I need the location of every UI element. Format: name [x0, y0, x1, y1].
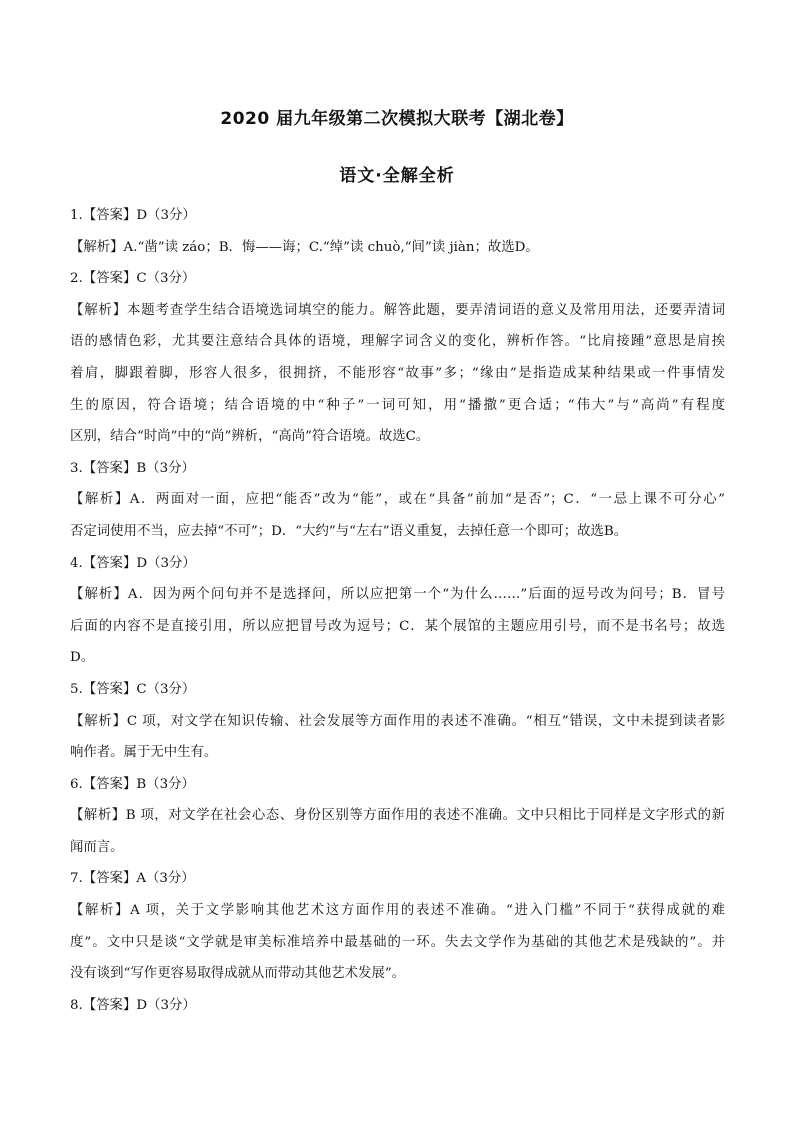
analysis-line: 【解析】B 项，对文学在社会心态、身份区别等方面作用的表述不准确。文中只相比于同样是文字形式的新: [70, 808, 725, 824]
analysis-line: 闻而言。: [70, 839, 124, 855]
answer-heading-8: 8.【答案】D（3分）: [70, 997, 196, 1013]
analysis-line: 否定词使用不当，应去掉“不可”；D．“大约”与“左右”语义重复，去掉任意一个即可；故选B。: [70, 523, 628, 539]
answer-heading-6: 6.【答案】B（3分）: [70, 776, 195, 792]
answer-heading-3: 3.【答案】B（3分）: [70, 460, 195, 476]
page-title: 2020 届九年级第二次模拟大联考【湖北卷】: [220, 109, 574, 129]
page-subtitle: 语文·全解全析: [339, 166, 455, 186]
answer-heading-7: 7.【答案】A（3分）: [70, 871, 195, 887]
analysis-line: 着肩，脚跟着脚，形容人很多，很拥挤，不能形容“故事”多；“缘由”是指造成某种结果或一件事情发: [70, 365, 725, 381]
answer-heading-5: 5.【答案】C（3分）: [70, 681, 196, 697]
analysis-line: 响作者。属于无中生有。: [70, 745, 218, 761]
analysis-line: 语的感情色彩，尤其要注意结合具体的语境，理解字词含义的变化，辨析作答。“比肩接踵”意思是肩挨: [70, 334, 725, 350]
analysis-line: 【解析】A．两面对一面，应把“能否”改为“能”，或在“具备”前加“是否”；C．“一忌上课不可分心”: [70, 492, 725, 508]
analysis-line: 【解析】A．因为两个问句并不是选择问，所以应把第一个“为什么……”后面的逗号改为问号；B．冒号: [70, 587, 725, 603]
analysis-line: 后面的内容不是直接引用，所以应把冒号改为逗号；C．某个展馆的主题应用引号，而不是书名号；故选: [70, 618, 725, 634]
answer-heading-4: 4.【答案】D（3分）: [70, 555, 196, 571]
analysis-line: 【解析】本题考查学生结合语境选词填空的能力。解答此题，要弄清词语的意义及常用用法，还要弄清词: [70, 302, 725, 318]
analysis-line: 【解析】C 项，对文学在知识传输、社会发展等方面作用的表述不准确。“相互”错误，文中未提到读者影: [70, 713, 725, 729]
analysis-line: 生的原因，符合语境；结合语境的中“种子”一词可知，用“播撒”更合适；“伟大”与“高尚”有程度: [70, 397, 725, 413]
analysis-line: 【解析】A 项，关于文学影响其他艺术这方面作用的表述不准确。“进入门槛”不同于“获得成就的难: [70, 903, 725, 919]
analysis-line: 没有谈到“写作更容易取得成就从而带动其他艺术发展”。: [70, 966, 406, 982]
analysis-line: 【解析】A.“凿”读 záo；B．悔——诲；C.“绰”读 chuò,“间”读 jiàn；故选D。: [70, 239, 539, 255]
answer-body: [70, 200, 725, 1021]
analysis-line: 区别，结合“时尚”中的“尚”辨析，“高尚”符合语境。故选C。: [70, 429, 430, 445]
answer-heading-2: 2.【答案】C（3分）: [70, 271, 196, 287]
analysis-line: 度”。文中只是谈“文学就是审美标准培养中最基础的一环。失去文学作为基础的其他艺术是残缺的”。并: [70, 934, 725, 950]
analysis-line: D。: [70, 650, 95, 666]
answer-heading-1: 1.【答案】D（3分）: [70, 208, 196, 223]
